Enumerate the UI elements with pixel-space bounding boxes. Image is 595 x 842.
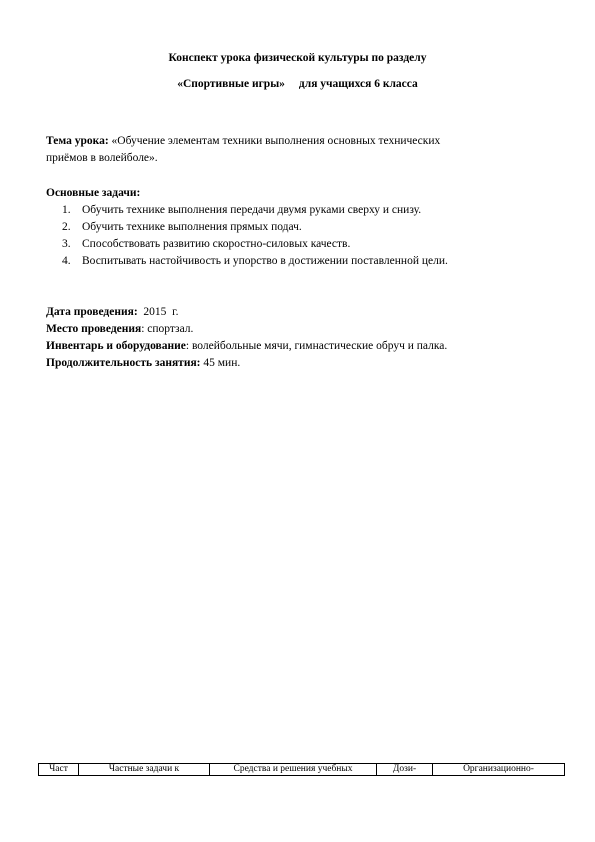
audience: для учащихся 6 класса [298,78,418,90]
task-text: Воспитывать настойчивость и упорство в достижении поставленной цели. [82,255,448,267]
equipment-value: : волейбольные мячи, гимнастические обруч и палка. [185,340,448,352]
table-header-cell: Частные задачи к [79,764,210,776]
lesson-topic [46,134,440,149]
place-label: Место проведения [46,323,142,335]
equipment-label: Инвентарь и оборудование [46,340,186,352]
topic-text-line-1: «Обучение элементам техники выполнения основных технических [108,135,441,147]
topic-text-line-2: приёмов в волейболе». [46,152,158,164]
task-number: 2. [62,221,71,233]
task-item [62,254,448,269]
document-title-line-1: Конспект урока физической культуры по разделу [168,52,427,64]
lesson-duration [46,356,240,371]
date-label: Дата проведения: [46,306,138,318]
date-value: 2015 г. [137,306,179,318]
tasks-heading: Основные задачи: [46,187,141,199]
document-title-line-2 [0,77,595,92]
task-item [62,220,302,235]
table-header-cell: Част [39,764,79,776]
place-value: : спортзал. [141,323,194,335]
task-text: Способствовать развитию скоростно-силовых качеств. [82,238,351,250]
section-name: «Спортивные игры» [177,78,285,90]
task-text: Обучить технике выполнения прямых подач. [82,221,302,233]
task-item [62,203,421,218]
duration-label: Продолжительность занятия: [46,357,201,369]
task-number: 3. [62,238,71,250]
topic-label: Тема урока: [46,135,109,147]
lesson-date [46,305,178,320]
table-header-row [39,764,565,776]
table-header-cell: Организационно- [433,764,565,776]
lesson-equipment [46,339,447,354]
task-item [62,237,350,252]
duration-value: 45 мин. [200,357,241,369]
table-header-cell: Средства и решения учебных [210,764,377,776]
lesson-place [46,322,193,337]
task-text: Обучить технике выполнения передачи двумя руками сверху и снизу. [82,204,422,216]
task-number: 4. [62,255,71,267]
lesson-plan-table [38,763,565,776]
table-header-cell: Дози- [377,764,433,776]
task-number: 1. [62,204,71,216]
